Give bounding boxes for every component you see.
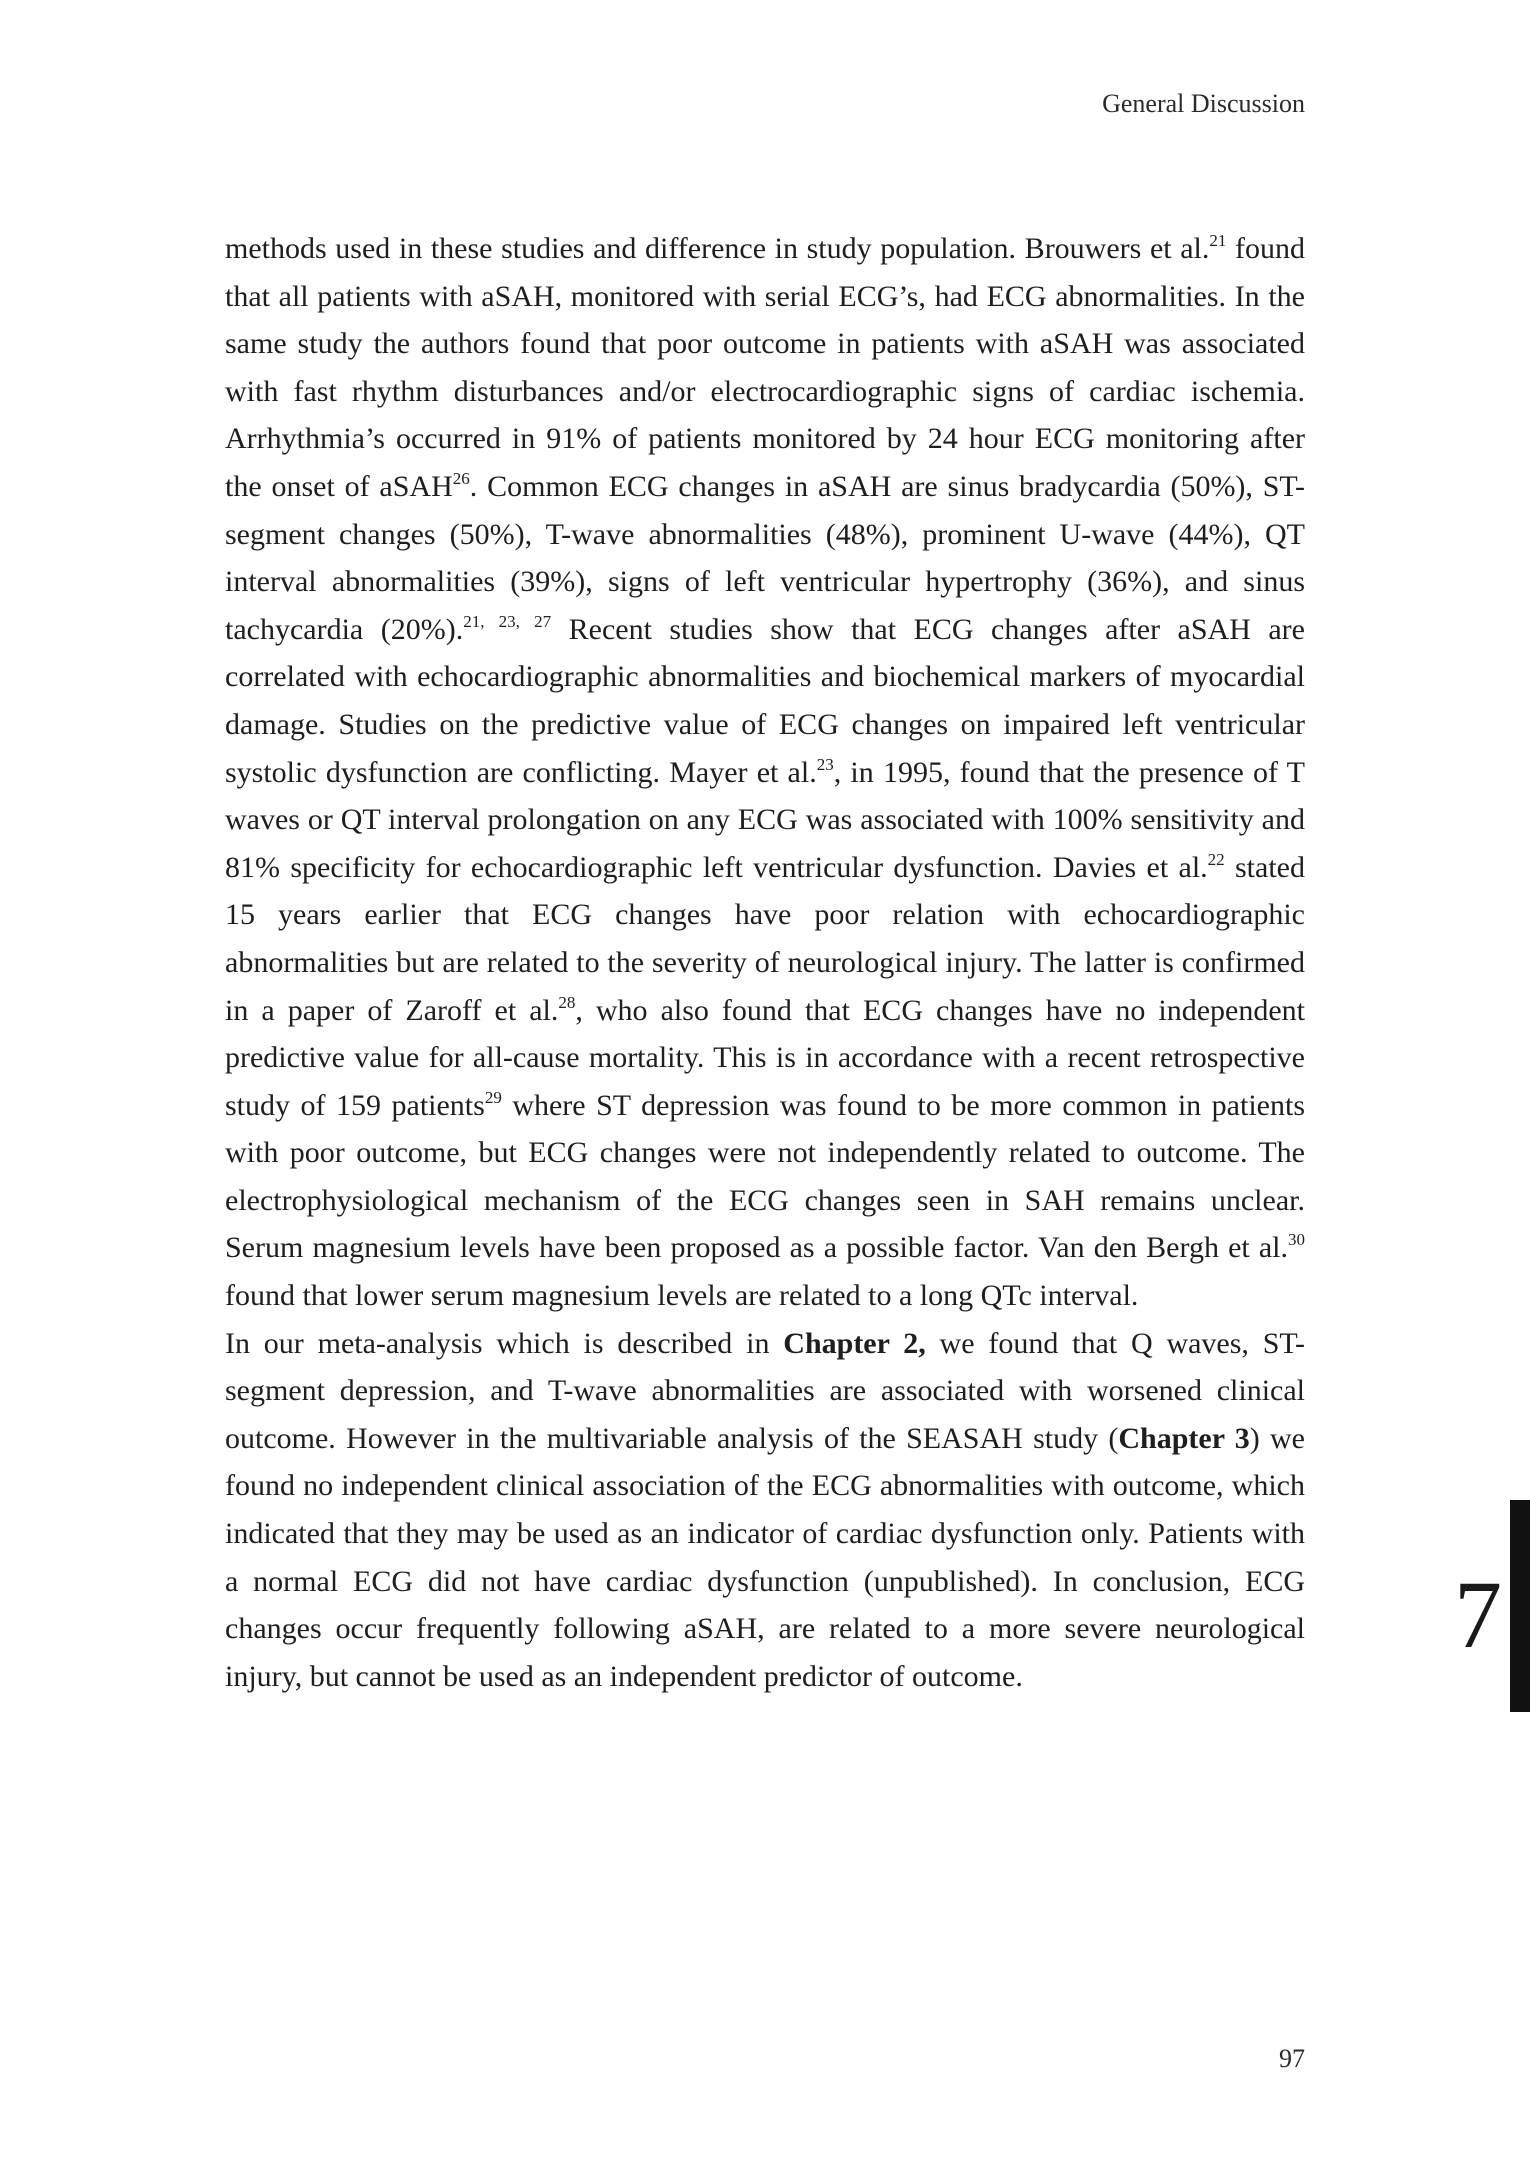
text-run: found that all patients with aSAH, monitored with serial ECG’s, had ECG abnormalities. In the same study the authors found that poor outcome in patients with aSAH was associated with fast rhythm disturbances and/or electrocardiographic signs of cardiac ischemia. Arrhythmia’s occurred in 91% of patients monitored by 24 hour ECG monitoring after the onset of aSAH (225, 232, 1305, 503)
text-run: we found that Q waves, ST-segment depression, and T-wave abnormalities are associated with worsened clinical outcome. However in the multivariable analysis of the SEASAH study ( (225, 1326, 1305, 1455)
chapter-tab-marker (1510, 1500, 1530, 1712)
citation-ref: 21 (1209, 231, 1227, 250)
running-header: General Discussion (1102, 89, 1305, 118)
chapter-reference: Chapter 2, (783, 1326, 926, 1360)
text-run: stated 15 years earlier that ECG changes have poor relation with echocardiographic abnormalities but are related to the severity of neurological injury. The latter is confirmed in a paper of Zaroff et al. (225, 850, 1305, 1027)
citation-ref: 28 (558, 992, 576, 1012)
citation-ref: 21, 23, 27 (463, 611, 552, 631)
body-text (225, 225, 1305, 1700)
text-run: found that lower serum magnesium levels are related to a long QTc interval. (225, 1279, 1139, 1313)
citation-ref: 26 (452, 468, 470, 488)
paragraph-ecg-findings (225, 225, 1305, 1320)
page-number: 97 (1279, 2044, 1305, 2073)
text-run: where ST depression was found to be more common in patients with poor outcome, but ECG changes were not independently related to outcome. The electrophysiological mechanism of the ECG changes seen in SAH remains unclear. Serum magnesium levels have been proposed as a possible factor. Van den Bergh et al. (225, 1088, 1305, 1265)
text-run: , in 1995, found that the presence of T waves or QT interval prolongation on any ECG was associated with 100% sensitivity and 81% specificity for echocardiographic left ventricular dysfunction. Davies et al. (225, 755, 1305, 884)
citation-ref: 22 (1207, 849, 1225, 869)
citation-ref: 23 (816, 754, 834, 774)
text-run: Recent studies show that ECG changes after aSAH are correlated with echocardiographic abnormalities and biochemical markers of myocardial damage. Studies on the predictive value of ECG changes on impaired left ventricular systolic dysfunction are conflicting. Mayer et al. (225, 612, 1305, 789)
chapter-number: 7 (1454, 1561, 1502, 1668)
text-run: ) we found no independent clinical association of the ECG abnormalities with outcome, which indicated that they may be used as an indicator of cardiac dysfunction only. Patients with a normal ECG did not have cardiac dysfunction (unpublished). In conclusion, ECG changes occur frequently following aSAH, are related to a more severe neurological injury, but cannot be used as an independent predictor of outcome. (225, 1421, 1305, 1693)
chapter-reference: Chapter 3 (1118, 1421, 1250, 1455)
paragraph-meta-analysis (225, 1320, 1305, 1701)
text-run: In our meta-analysis which is described in (225, 1326, 784, 1360)
text-run: methods used in these studies and difference in study population. Brouwers et al. (225, 232, 1210, 265)
citation-ref: 29 (484, 1087, 502, 1107)
text-run: . Common ECG changes in aSAH are sinus bradycardia (50%), ST-segment changes (50%), T-wave abnormalities (48%), prominent U-wave (44%), QT interval abnormalities (39%), signs of left ventricular hypertrophy (36%), and sinus tachycardia (20%). (225, 469, 1305, 646)
text-run: , who also found that ECG changes have no independent predictive value for all-cause mortality. This is in accordance with a recent retrospective study of 159 patients (225, 993, 1305, 1122)
citation-ref: 30 (1288, 1230, 1305, 1250)
